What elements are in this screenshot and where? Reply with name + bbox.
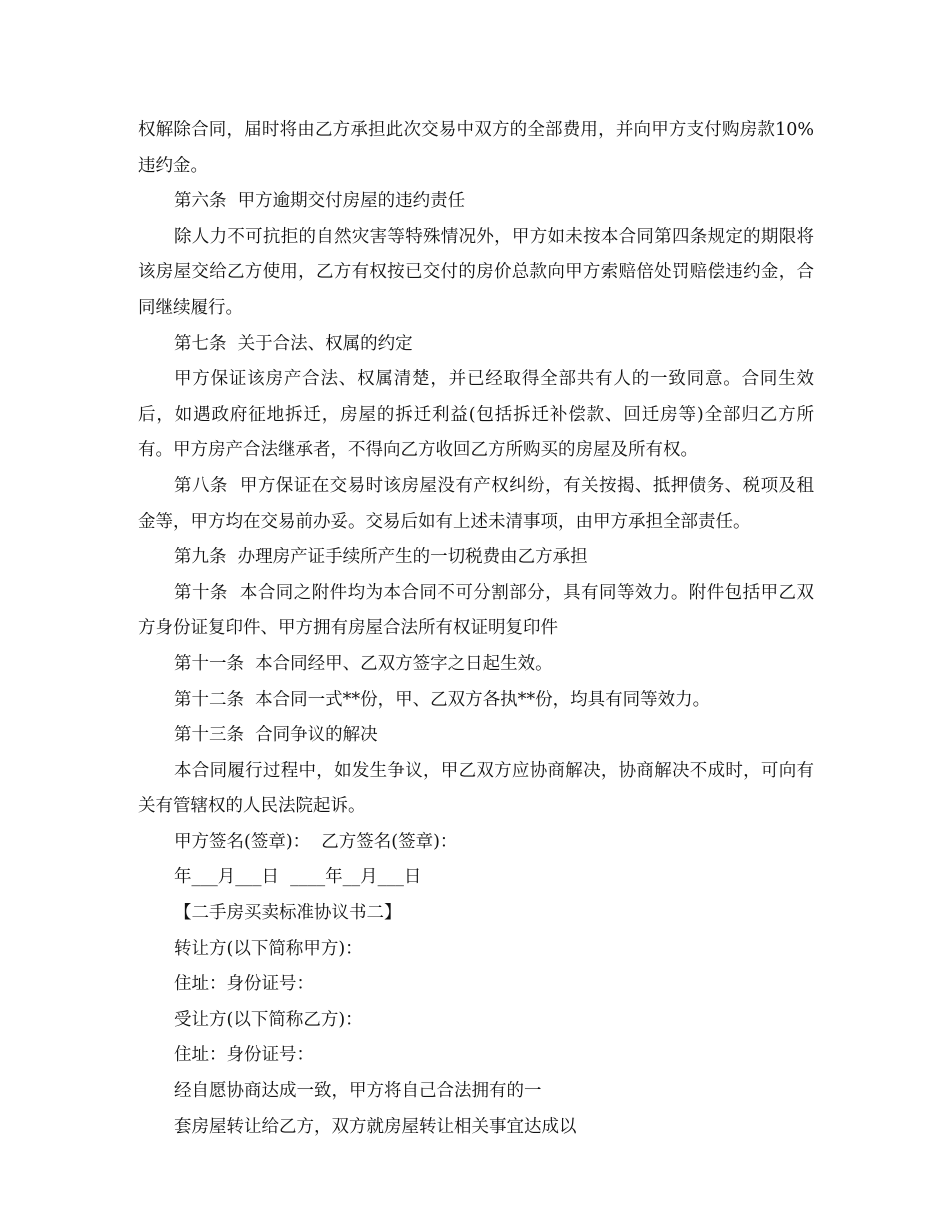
article-7-body: 甲方保证该房产合法、权属清楚，并已经取得全部共有人的一致同意。合同生效后，如遇政府征地拆迁，房屋的拆迁利益(包括拆迁补偿款、回迁房等)全部归乙方所有。甲方房产合法继承者，不得向乙方收回乙方所购买的房屋及所有权。: [138, 369, 814, 461]
article-10: 第十条 本合同之附件均为本合同不可分割部分，具有同等效力。附件包括甲乙双方身份证复印件、甲方拥有房屋合法所有权证明复印件: [138, 582, 814, 639]
article-13-heading: 第十三条 合同争议的解决: [174, 725, 378, 746]
article-9: 第九条 办理房产证手续所产生的一切税费由乙方承担: [174, 547, 588, 568]
article-13-body: 本合同履行过程中，如发生争议，甲乙双方应协商解决，协商解决不成时，可向有关有管辖权的人民法院起诉。: [138, 760, 814, 817]
agreement-intro-1: 经自愿协商达成一致，甲方将自己合法拥有的一: [174, 1081, 542, 1102]
article-6-heading: 第六条 甲方逾期交付房屋的违约责任: [174, 191, 466, 212]
article-6-body: 除人力不可抗拒的自然灾害等特殊情况外，甲方如未按本合同第四条规定的期限将该房屋交给乙方使用，乙方有权按已交付的房价总款向甲方索赔倍处罚赔偿违约金，合同继续履行。: [138, 226, 814, 318]
party-b-label: 受让方(以下简称乙方)：: [174, 1009, 363, 1030]
paragraph-continuation: 权解除合同，届时将由乙方承担此次交易中双方的全部费用，并向甲方支付购房款10%违约金。: [138, 120, 814, 176]
document-body: [138, 113, 814, 1145]
article-11: 第十一条 本合同经甲、乙双方签字之日起生效。: [174, 653, 553, 674]
article-7-heading: 第七条 关于合法、权属的约定: [174, 333, 413, 354]
signature-line: 甲方签名(签章)： 乙方签名(签章)：: [174, 831, 458, 852]
party-b-address: 住址：身份证号：: [174, 1045, 314, 1066]
party-a-address: 住址：身份证号：: [174, 974, 314, 995]
article-8: 第八条 甲方保证在交易时该房屋没有产权纠纷，有关按揭、抵押债务、税项及租金等，甲方均在交易前办妥。交易后如有上述未清事项，由甲方承担全部责任。: [138, 475, 814, 532]
section-title: 【二手房买卖标准协议书二】: [174, 903, 402, 924]
agreement-intro-2: 套房屋转让给乙方，双方就房屋转让相关事宜达成以: [174, 1116, 577, 1137]
party-a-label: 转让方(以下简称甲方)：: [174, 938, 363, 959]
article-12: 第十二条 本合同一式**份，甲、乙双方各执**份，均具有同等效力。: [174, 689, 711, 710]
date-line: 年___月___日 ____年__月___日: [174, 867, 422, 888]
